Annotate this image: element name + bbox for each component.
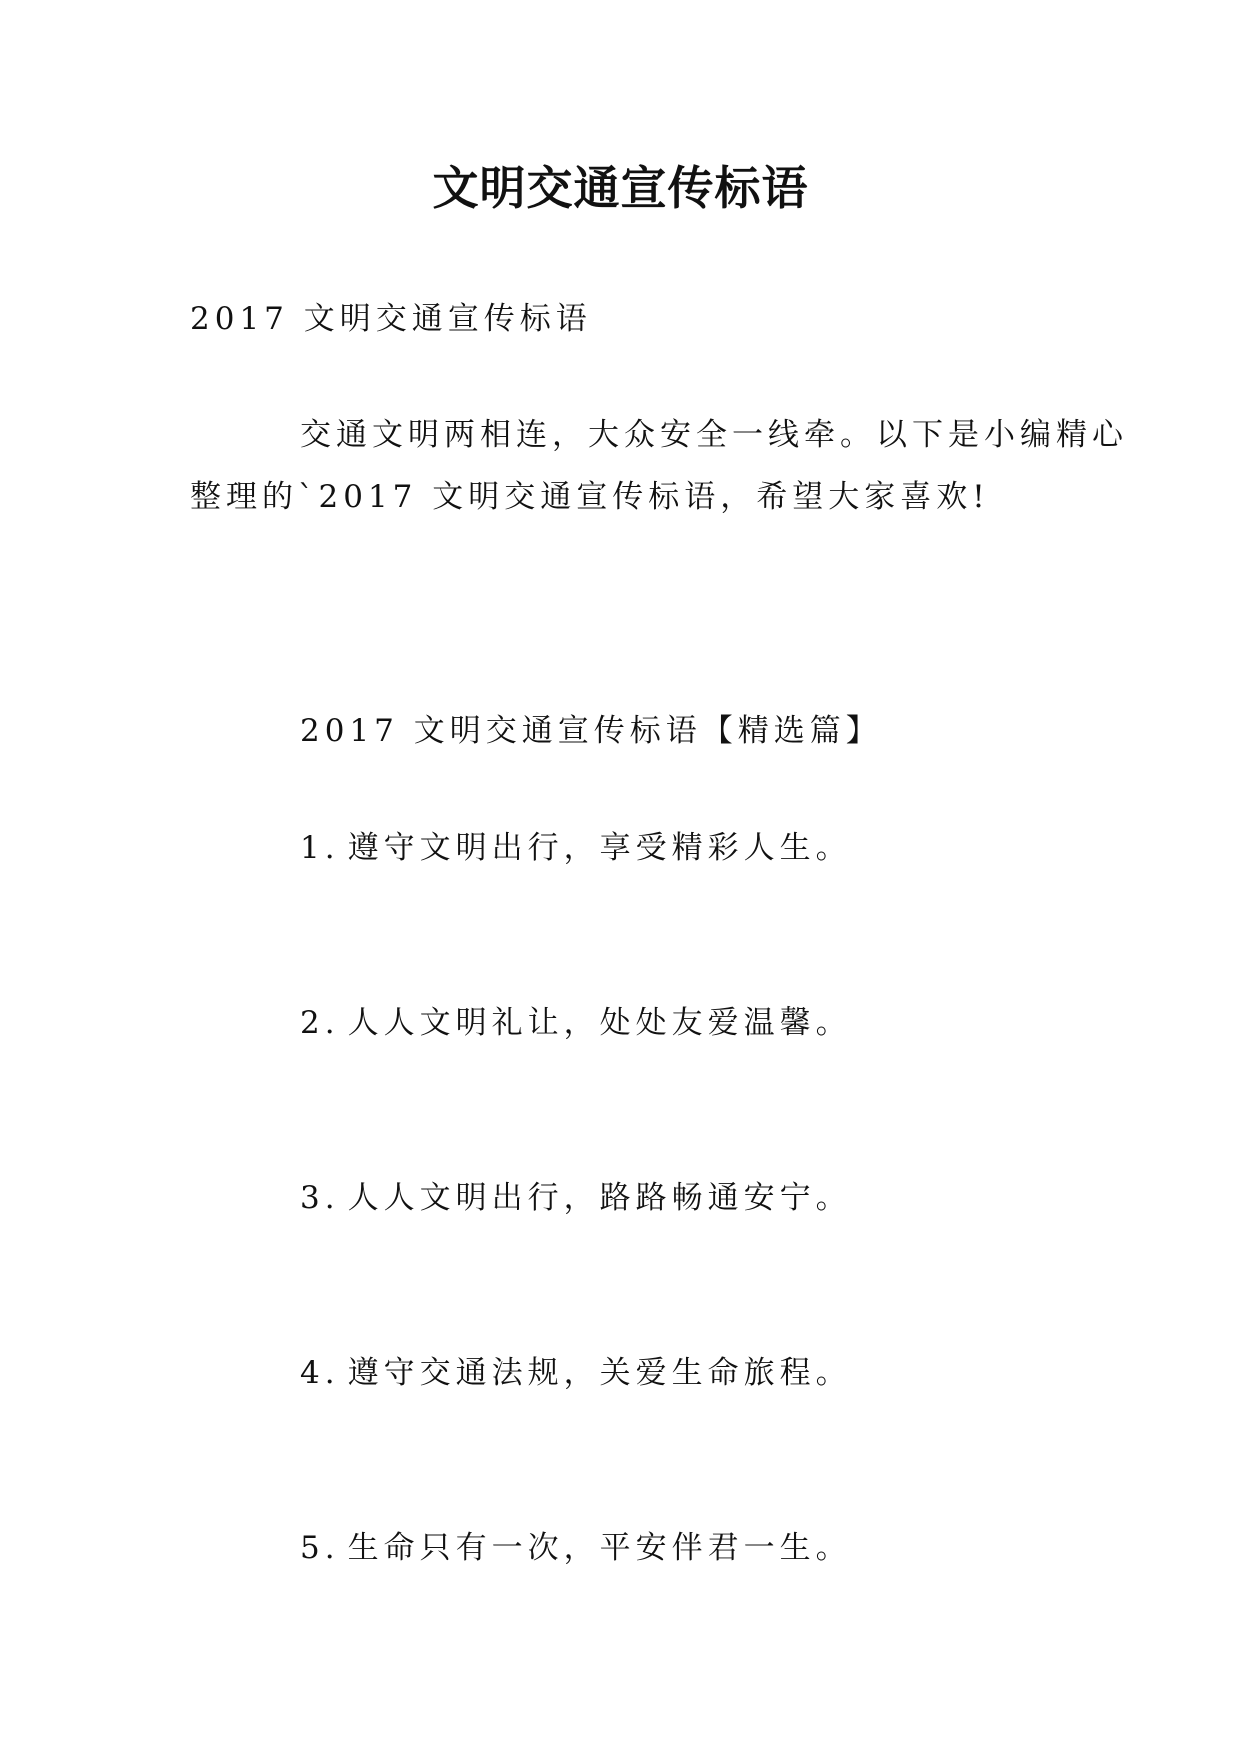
document-subtitle: 2017 文明交通宣传标语 (190, 301, 592, 337)
list-item-text: 遵守文明出行，享受精彩人生。 (347, 830, 852, 866)
list-item-number: 1. (300, 830, 340, 866)
list-item-text: 遵守交通法规，关爱生命旅程。 (347, 1355, 852, 1391)
section-heading: 2017 文明交通宣传标语【精选篇】 (300, 713, 882, 749)
list-item-number: 4. (300, 1355, 340, 1391)
intro-paragraph-line-2: 整理的`2017 文明交通宣传标语，希望大家喜欢! (190, 479, 990, 515)
list-item-text: 人人文明出行，路路畅通安宁。 (347, 1180, 852, 1216)
intro-paragraph-line-1: 交通文明两相连，大众安全一线牵。以下是小编精心 (300, 417, 1128, 453)
list-item-text: 生命只有一次，平安伴君一生。 (347, 1530, 852, 1566)
list-item (300, 822, 852, 867)
list-item-number: 2. (300, 1005, 340, 1041)
list-item-number: 5. (300, 1530, 340, 1566)
list-item (300, 1172, 852, 1217)
document-title: 文明交通宣传标语 (432, 161, 809, 215)
list-item (300, 997, 852, 1042)
list-item-text: 人人文明礼让，处处友爱温馨。 (347, 1005, 852, 1041)
list-item (300, 1347, 852, 1392)
list-item-number: 3. (300, 1180, 340, 1216)
list-item (300, 1522, 852, 1567)
